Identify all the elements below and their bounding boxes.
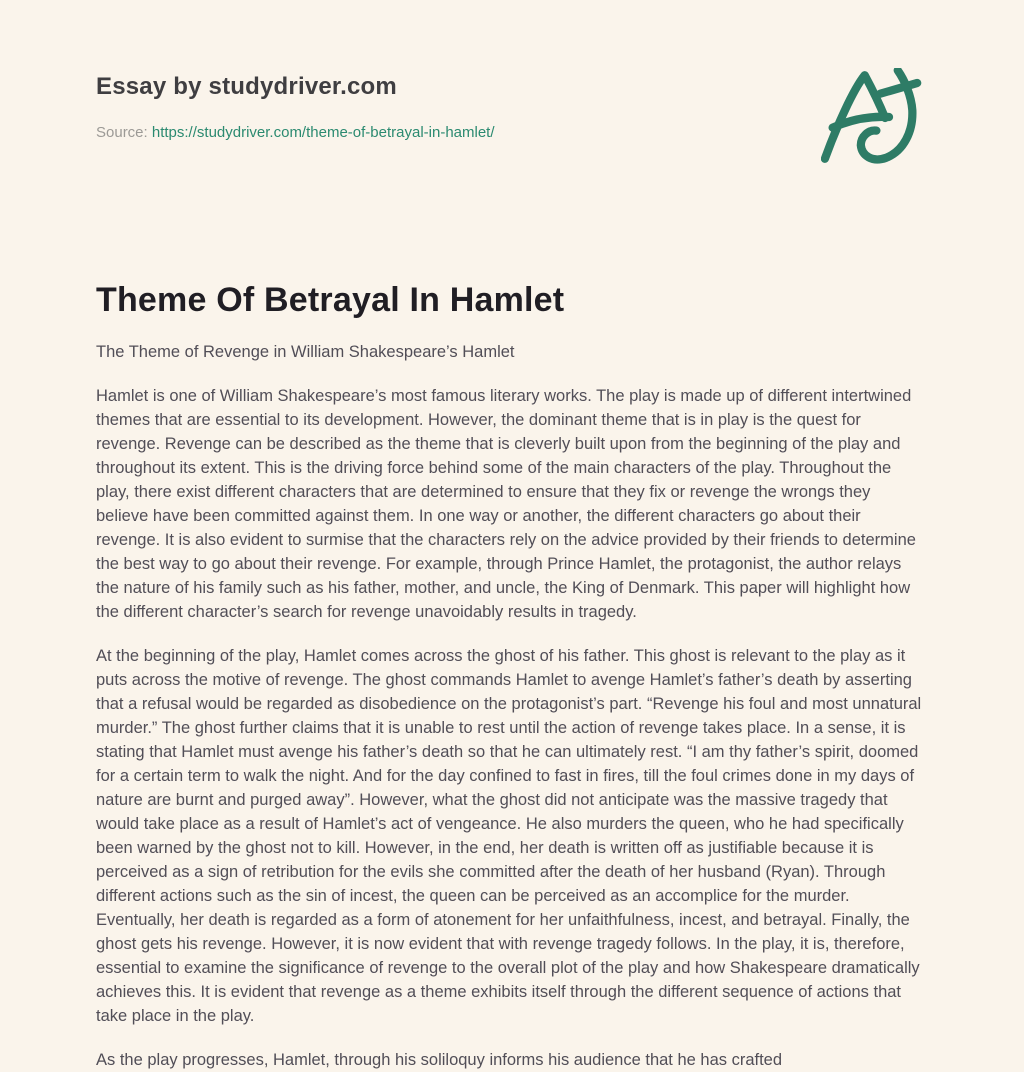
studydriver-logo <box>821 68 923 171</box>
essay-paragraph-3: As the play progresses, Hamlet, through his soliloquy informs his audience that he has crafted <box>96 1051 783 1069</box>
source-link[interactable]: https://studydriver.com/theme-of-betrayal-in-hamlet/ <box>151 124 495 141</box>
essay-subtitle: The Theme of Revenge in William Shakespeare’s Hamlet <box>96 343 515 361</box>
source-label: Source: <box>96 124 148 141</box>
essay-content <box>96 280 925 1072</box>
site-title: Essay by studydriver.com <box>96 73 397 100</box>
essay-paragraph-2: At the beginning of the play, Hamlet comes across the ghost of his father. This ghost is relevant to the play as it puts across the motive of revenge. The ghost commands Hamlet to avenge Hamlet’s father’s death by asserting that a refusal would be regarded as disobedience on the protagonist’s part. “Revenge his foul and most unnatural murder.” The ghost further claims that it is unable to rest until the action of revenge takes place. In a sense, it is stating that Hamlet must avenge his father’s death so that he can ultimately rest. “I am thy father’s spirit, doomed for a certain term to walk the night. And for the day confined to fast in fires, till the foul crimes done in my days of nature are burnt and purged away”. However, what the ghost did not anticipate was the massive tragedy that would take place as a result of Hamlet’s act of vengeance. He also murders the queen, who he had specifically been warned by the ghost not to kill. However, in the end, her death is written off as justifiable because it is perceived as a sign of retribution for the evils she committed after the death of her husband (Ryan). Through different actions such as the sin of incest, the queen can be perceived as an accomplice for the murder. Eventually, her death is regarded as a form of atonement for her unfaithfulness, incest, and betrayal. Finally, the ghost gets his revenge. However, it is now evident that with revenge tragedy follows. In the play, it is, therefore, essential to examine the significance of revenge to the overall plot of the play and how Shakespeare dramatically achieves this. It is evident that revenge as a theme exhibits itself through the different sequence of actions that take place in the play. <box>96 647 922 1025</box>
page-header <box>96 0 925 171</box>
essay-paragraph-1: Hamlet is one of William Shakespeare’s most famous literary works. The play is made up of different intertwined themes that are essential to its development. However, the dominant theme that is in play is the quest for revenge. Revenge can be described as the theme that is cleverly built upon from the beginning of the play and throughout its extent. This is the driving force behind some of the main characters of the play. Throughout the play, there exist different characters that are determined to ensure that they fix or revenge the wrongs they believe have been committed against them. In one way or another, the different characters go about their revenge. It is also evident to surmise that the characters rely on the advice provided by their friends to determine the best way to go about their revenge. For example, through Prince Hamlet, the protagonist, the author relays the nature of his family such as his father, mother, and uncle, the King of Denmark. This paper will highlight how the different character’s search for revenge unavoidably results in tragedy. <box>96 387 916 621</box>
source-line <box>96 123 495 143</box>
a-plus-icon <box>821 68 923 166</box>
essay-title: Theme Of Betrayal In Hamlet <box>96 281 565 319</box>
header-text-block <box>96 74 495 143</box>
